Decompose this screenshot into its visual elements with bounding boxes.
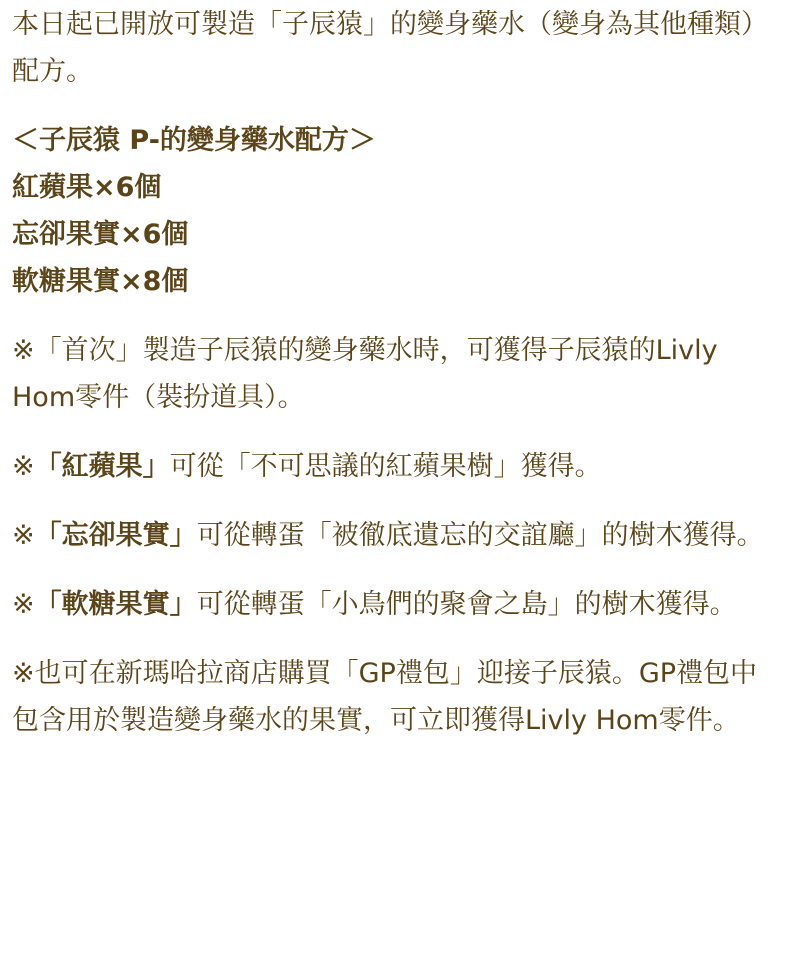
recipe-block [12, 117, 782, 305]
note-gummy-fruit [12, 581, 782, 628]
recipe-item: 軟糖果實×8個 [12, 266, 189, 297]
recipe-item: 紅蘋果×6個 [12, 172, 162, 203]
note-forget-fruit [12, 512, 782, 559]
item-name-red-apple: 「紅蘋果」 [34, 451, 170, 482]
intro-paragraph: 本日起已開放可製造「子辰猿」的變身藥水（變身為其他種類）配方。 [12, 9, 768, 87]
note-marker: ※ [12, 451, 35, 482]
item-name-gummy-fruit: 「軟糖果實」 [34, 589, 197, 620]
recipe-heading: ＜子辰猿 P-的變身藥水配方＞ [12, 125, 376, 156]
note-gp-pack: ※也可在新瑪哈拉商店購買「GP禮包」迎接子辰猿。GP禮包中包含用於製造變身藥水的果實，可立即獲得Livly Hom零件。 [12, 658, 758, 736]
note-marker: ※ [12, 589, 35, 620]
recipe-item: 忘卻果實×6個 [12, 219, 189, 250]
item-name-forget-fruit: 「忘卻果實」 [34, 520, 197, 551]
note-marker: ※ [12, 520, 35, 551]
note-source-text: 可從轉蛋「小鳥們的聚會之島」的樹木獲得。 [196, 589, 737, 620]
note-source-text: 可從轉蛋「被徹底遺忘的交誼廳」的樹木獲得。 [196, 520, 764, 551]
note-source-text: 可從「不可思議的紅蘋果樹」獲得。 [169, 451, 602, 482]
note-first-time: ※「首次」製造子辰猿的變身藥水時，可獲得子辰猿的Livly Hom零件（裝扮道具）。 [12, 335, 718, 413]
note-red-apple [12, 443, 782, 490]
